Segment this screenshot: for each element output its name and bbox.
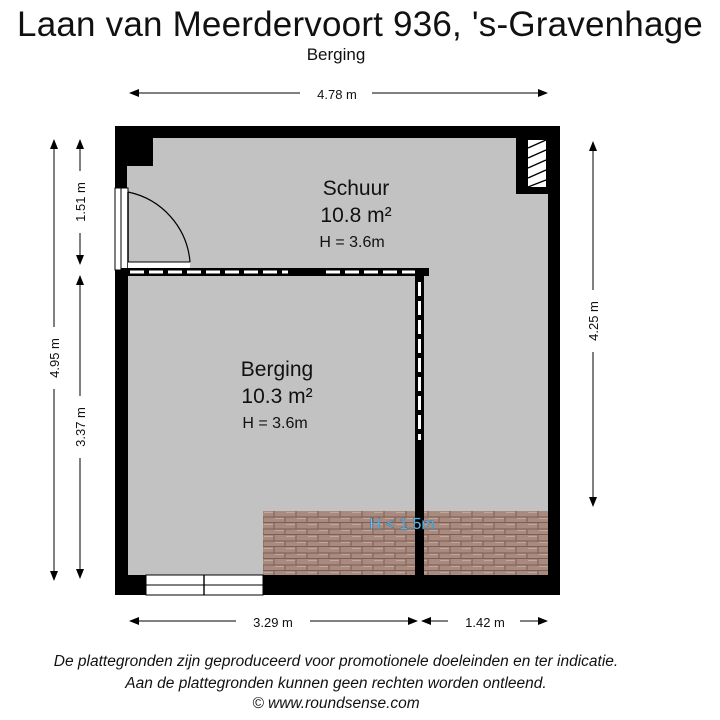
berging-name: Berging bbox=[240, 358, 314, 381]
corner-pillar bbox=[127, 138, 153, 166]
disclaimer-line-1: De plattegronden zijn geproduceerd voor promotionele doeleinden en ter indicatie. bbox=[53, 653, 619, 670]
dim-right-label: 4.25 m bbox=[586, 301, 601, 341]
berging-height: H = 3.6m bbox=[242, 415, 308, 432]
page-title: Laan van Meerdervoort 936, 's-Gravenhage bbox=[17, 5, 703, 44]
schuur-height: H = 3.6m bbox=[319, 234, 385, 251]
berging-area: 10.3 m² bbox=[241, 385, 313, 408]
dim-bottom-left-label: 3.29 m bbox=[253, 615, 293, 630]
dim-left-lower-label: 3.37 m bbox=[73, 407, 88, 447]
dim-left-upper-label: 1.51 m bbox=[73, 182, 88, 222]
left-wall-lower bbox=[115, 270, 128, 595]
dim-bottom-right-label: 1.42 m bbox=[465, 615, 505, 630]
dim-left-total-label: 4.95 m bbox=[47, 338, 62, 378]
dim-top-label: 4.78 m bbox=[317, 87, 357, 102]
schuur-name: Schuur bbox=[322, 177, 390, 200]
page-subtitle: Berging bbox=[306, 45, 366, 64]
copyright-link[interactable]: © www.roundsense.com bbox=[252, 695, 420, 712]
low-ceiling-label: H < 1.5m bbox=[369, 516, 435, 533]
schuur-area: 10.8 m² bbox=[320, 204, 392, 227]
disclaimer-line-2: Aan de plattegronden kunnen geen rechten worden ontleend. bbox=[125, 675, 547, 692]
